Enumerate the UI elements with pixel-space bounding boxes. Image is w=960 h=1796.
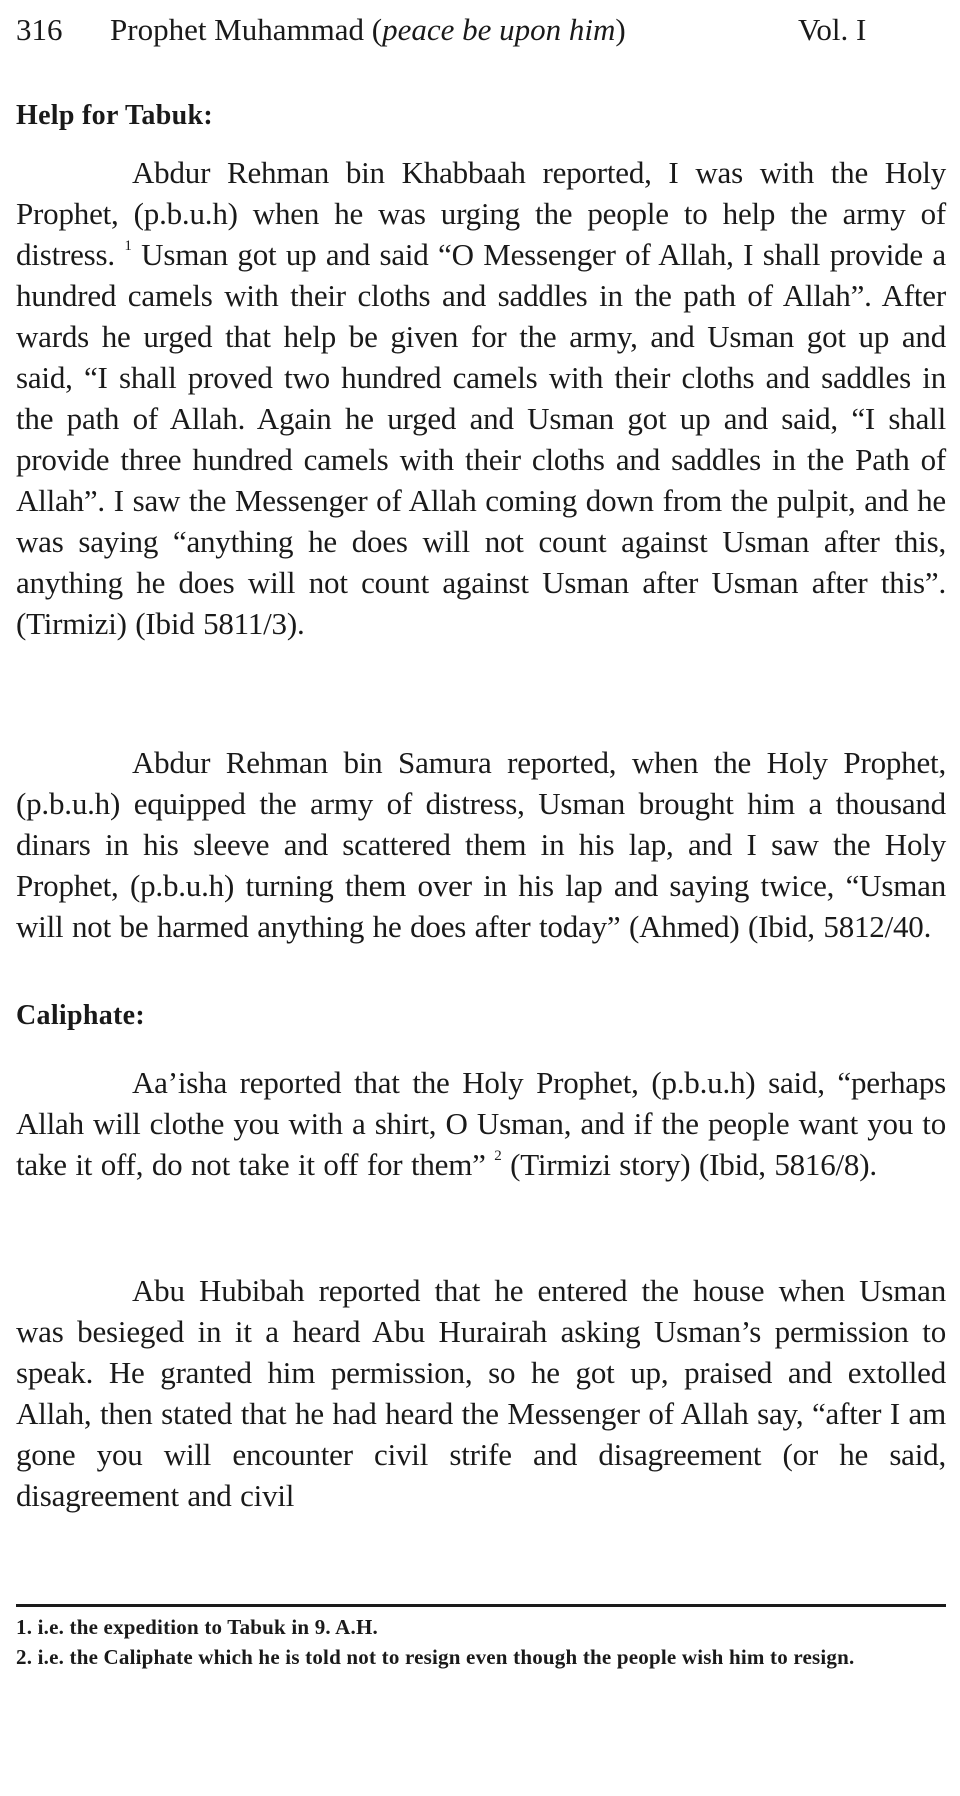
book-title-italic: peace be upon him bbox=[382, 12, 616, 47]
footnote-1: 1. i.e. the expedition to Tabuk in 9. A.H. bbox=[16, 1615, 378, 1639]
paragraph-caliphate-1 bbox=[16, 1062, 946, 1185]
page-number: 316 bbox=[16, 12, 63, 47]
paragraph-text: Aa’isha reported that the Holy Prophet, (p.b.u.h) said, “perhaps Allah will clothe you with a shirt, O Usman, and if the people want you to take it off, do not take it off for them” bbox=[16, 1065, 946, 1182]
paragraph-caliphate-2: Abu Hubibah reported that he entered the house when Usman was besieged in it a heard Abu Hurairah asking Usman’s permission to speak. He granted him permission, so he got up, praised and extolled Allah, then stated that he had heard the Messenger of Allah say, “after I am gone you will encounter civil strife and disagreement (or he said, disagreement and civil bbox=[16, 1273, 946, 1513]
paragraph-text: (Tirmizi story) (Ibid, 5816/8). bbox=[501, 1147, 877, 1182]
book-title bbox=[110, 8, 626, 52]
footnote-ref-2: 2 bbox=[494, 1147, 502, 1164]
footnote-2: 2. i.e. the Caliphate which he is told not to resign even though the people wish him to resign. bbox=[16, 1645, 855, 1669]
paragraph-tabuk-2: Abdur Rehman bin Samura reported, when the Holy Prophet, (p.b.u.h) equipped the army of distress, Usman brought him a thousand dinars in his sleeve and scattered them in his lap, and I saw the Holy Prophet, (p.b.u.h) turning them over in his lap and saying twice, “Usman will not be harmed anything he does after today” (Ahmed) (Ibid, 5812/40. bbox=[16, 745, 946, 944]
section-heading-caliphate: Caliphate: bbox=[16, 1000, 145, 1031]
section-heading-tabuk: Help for Tabuk: bbox=[16, 100, 213, 131]
paragraph-text: Usman got up and said “O Messenger of Allah, I shall provide a hundred camels with their cloths and saddles in the path of Allah”. After wards he urged that help be given for the army, and Usman got up and said, “I shall proved two hundred camels with their cloths and saddles in the path of Allah. Again he urged and Usman got up and said, “I shall provide three hundred camels with their cloths and saddles in the Path of Allah”. I saw the Messenger of Allah coming down from the pulpit, and he was saying “anything he does will not count against Usman after this, anything he does will not count against Usman after Usman after this”. (Tirmizi) (Ibid 5811/3). bbox=[16, 237, 946, 641]
paragraph-tabuk-1 bbox=[16, 152, 946, 644]
footnotes bbox=[16, 1612, 946, 1672]
running-header bbox=[16, 8, 886, 52]
footnote-ref-1: 1 bbox=[124, 237, 132, 254]
footnote-divider bbox=[16, 1604, 946, 1607]
paragraph-text: Abdur Rehman bin Khabbaah reported, I was with the Holy Prophet, (p.b.u.h) when he was urging the people to help the army of distress. bbox=[16, 155, 946, 272]
book-title-suffix: ) bbox=[615, 12, 626, 47]
book-title-prefix: Prophet Muhammad ( bbox=[110, 12, 383, 47]
volume-label: Vol. I bbox=[798, 12, 867, 47]
